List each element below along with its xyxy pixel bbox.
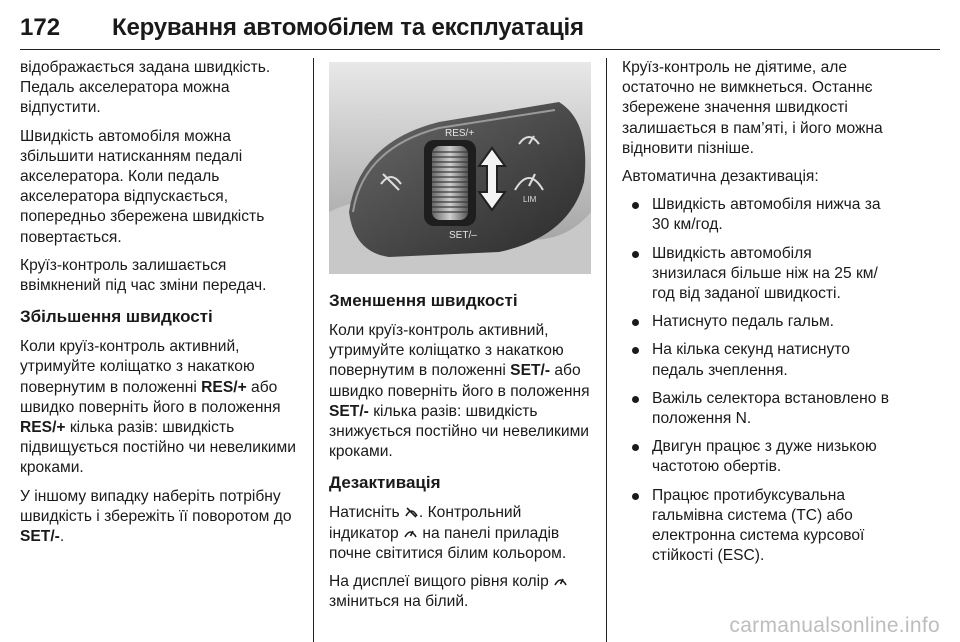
bullet-icon [632,493,639,500]
column-left [20,58,302,555]
lim-label: LIM [523,195,537,204]
list-item: Двигун працює з дуже низькою частотою обертів. [622,437,890,477]
bullet-icon [632,444,639,451]
paragraph: Автоматична дезактивація: [622,168,819,186]
bullet-icon [632,347,639,354]
section-heading-increase-speed: Збільшення швидкості [20,307,213,327]
column-divider-2 [606,58,607,642]
page-number: 172 [20,14,61,41]
bullet-icon [632,251,639,258]
column-divider-1 [313,58,314,642]
paragraph: Швидкість автомобіля можна збільшити натисканням педалі акселератора. Коли педаль акселератора відпускається, попередньо збережена швидкість повертається. [20,127,265,246]
column-right [622,58,890,574]
section-heading-deactivation: Дезактивація [329,473,441,493]
list-item: Працює протибуксувальна гальмівна система (TC) або електронна система курсової стійкості (ESC). [622,486,890,567]
cruise-control-off-icon [404,506,419,518]
paragraph: На дисплеї вищого рівня колір зміниться на білий. [329,572,591,612]
steering-wheel-controls-image [329,62,591,274]
paragraph: У іншому випадку наберіть потрібну швидкість і збережіть її поворотом до SET/-. [20,487,292,546]
paragraph: Круїз-контроль залишається ввімкнений під час зміни передач. [20,256,267,295]
list-item: Швидкість автомобіля знизилася більше ніж на 25 км/год від заданої швидкості. [622,244,890,305]
deactivation-conditions-list [622,195,890,566]
paragraph: Круїз-контроль не діятиме, але остаточно не вимкнеться. Останнє збережене значення швидкості залишається в пам’яті, і його можна відновити пізніше. [622,59,883,157]
watermark: carmanualsonline.info [729,614,940,637]
paragraph: відображається задана швидкість. Педаль акселератора можна відпустити. [20,59,271,117]
bullet-icon [632,396,639,403]
paragraph: Натисніть . Контрольний індикатор на панелі приладів почне світитися білим кольором. [329,504,567,562]
page-header [20,14,940,44]
list-item: Важіль селектора встановлено в положення N. [622,389,890,429]
list-item: Швидкість автомобіля нижча за 30 км/год. [622,195,890,235]
header-divider [20,49,940,50]
res-label: RES/+ [445,128,475,139]
page-title: Керування автомобілем та експлуатація [112,14,584,41]
cruise-control-indicator-icon [553,575,568,587]
cruise-control-indicator-icon [403,527,418,539]
column-middle [329,58,591,620]
paragraph: Коли круїз-контроль активний, утримуйте коліщатко з накаткою повернутим в положенні SET/- або швидко поверніть його в положення SET/- кілька разів: швидкість знижується постійно чи невеликими кроками. [329,322,590,461]
bullet-icon [632,319,639,326]
list-item: На кілька секунд натиснуто педаль зчеплення. [622,340,890,380]
bullet-icon [632,202,639,209]
paragraph: Коли круїз-контроль активний, утримуйте коліщатко з накаткою повернутим в положенні RES/+ або швидко поверніть його в положення RES/+ кілька разів: швидкість підвищується постійно чи невеликими кроками. [20,338,296,477]
list-item: Натиснуто педаль гальм. [622,312,890,332]
set-label: SET/– [449,230,477,241]
section-heading-decrease-speed: Зменшення швидкості [329,291,518,310]
